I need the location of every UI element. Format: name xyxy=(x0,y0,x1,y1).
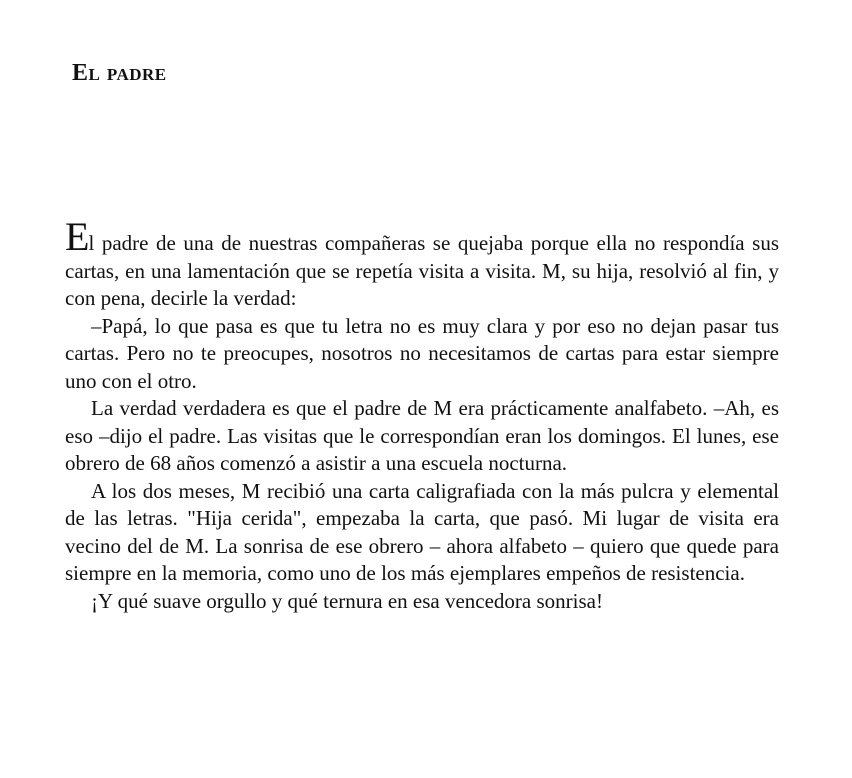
paragraph-2: –Papá, lo que pasa es que tu letra no es muy clara y por eso no dejan pasar tus cartas. Pero no te preocupes, nosotros no necesitamos de cartas para estar siempre uno con el otro. xyxy=(65,313,779,393)
paragraph-4: A los dos meses, M recibió una carta caligrafiada con la más pulcra y elemental de las letras. "Hija cerida", empezaba la carta, que pasó. Mi lugar de visita era vecino del de M. La sonrisa de ese obrero – ahora alfabeto – quiero que quede para siempre en la memoria, como uno de los más ejemplares empeños de resistencia. xyxy=(65,478,779,585)
body-text xyxy=(65,214,779,615)
paragraph-1 xyxy=(65,214,779,313)
paragraph-5: ¡Y qué suave orgullo y qué ternura en esa vencedora sonrisa! xyxy=(91,588,603,613)
chapter-title: El padre xyxy=(72,60,167,86)
drop-cap: E xyxy=(65,214,89,259)
paragraph-3: La verdad verdadera es que el padre de M era prácticamente analfabeto. –Ah, es eso –dijo el padre. Las visitas que le correspondían eran los domingos. El lunes, ese obrero de 68 años comenzó a asistir a una escuela nocturna. xyxy=(65,396,779,475)
paragraph-1-text: l padre de una de nuestras compañeras se quejaba porque ella no respondía sus cartas, en una lamentación que se repetía visita a visita. M, su hija, resolvió al fin, y con pena, decirle la verdad: xyxy=(65,231,779,310)
